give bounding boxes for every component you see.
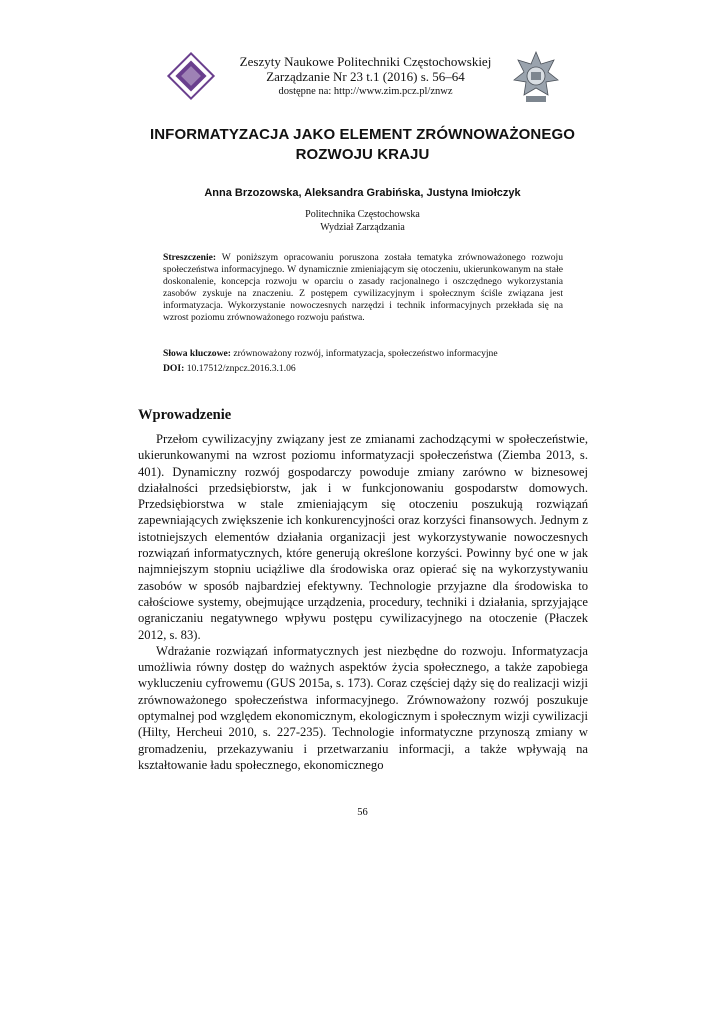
university-seal-icon — [165, 50, 217, 102]
paragraph: Wdrażanie rozwiązań informatycznych jest niezbędne do rozwoju. Informatyzacja umożliwia równy dostęp do ważnych aspektów życia społecznego, a także zapobiega wykluczeniu cyfrowemu (GUS 2015a, s. 173). Coraz częściej dąży się do realizacji wizji zrównoważonego społeczeństwa informacyjnego. Zrównoważony rozwój poszukuje optymalnej pod względem ekonomicznym, ekologicznym i społecznym wizji cywilizacji (Hilty, Hercheui 2010, s. 227-235). Technologie informatyczne przynoszą zmiany w gromadzeniu, przekazywaniu i przetwarzaniu informacji, a także wpływają na kształtowanie ładu społecznego, ekonomicznego — [138, 643, 588, 772]
affiliation-faculty: Wydział Zarządzania — [320, 222, 405, 233]
journal-header — [165, 50, 560, 108]
keywords-label: Słowa kluczowe: — [163, 348, 231, 359]
paragraph: Przełom cywilizacyjny związany jest ze zmianami zachodzącymi w społeczeństwie, ukierunkowanymi na wzrost poziomu informatyzacji społeczeństwa (Ziemba 2013, s. 401). Dynamiczny rozwój gospodarczy powoduje zmiany zarówno w biznesowej działalności przedsiębiorstw, jak i w funkcjonowaniu gospodarstw domowych. Przedsiębiorstwa w stale zmieniającym się otoczeniu poszukują rozwiązań zapewniających zwiększenie ich konkurencyjności oraz korzyści finansowych. Jednym z istotniejszych elementów działania organizacji jest wykorzystywanie nowoczesnych rozwiązań informatycznych, które generują określone korzyści. Powinny być one w jak najmniejszym stopniu uciążliwe dla środowiska oraz opierać się na wykorzystywaniu zasobów w sposób najbardziej efektywny. Technologie przyjazne dla środowiska to całościowe systemy, obejmujące urządzenia, procedury, techniki i działania, sprzyjające ograniczaniu negatywnego wpływu postępu cywilizacyjnego na otoczenie (Płaczek 2012, s. 83). — [138, 432, 588, 642]
journal-issue: Zarządzanie Nr 23 t.1 (2016) s. 56–64 — [266, 69, 465, 84]
abstract-label: Streszczenie: — [163, 252, 217, 263]
doi — [163, 363, 563, 375]
abstract-text: W poniższym opracowaniu poruszona została tematyka zrównoważonego rozwoju społeczeństwa informacyjnego. W dynamicznie zmieniającym się otoczeniu, ukierunkowanym na stałe doskonalenie, koncepcja rozwoju w oparciu o zasady racjonalnego i oszczędnego wykorzystania zasobów zyskuje na znaczeniu. Z postępem cywilizacyjnym i społecznym ściśle związana jest informatyzacja. Wykorzystanie nowoczesnych narzędzi i technik informacyjnych przekłada się na wzrost poziomu zrównoważonego rozwoju państwa. — [163, 252, 563, 323]
affiliation — [120, 208, 605, 234]
keywords-text: zrównoważony rozwój, informatyzacja, społeczeństwo informacyjne — [230, 348, 498, 359]
journal-info — [223, 54, 508, 99]
authors: Anna Brzozowska, Aleksandra Grabińska, Justyna Imiołczyk — [204, 187, 521, 199]
page-number: 56 — [357, 807, 368, 818]
keywords — [163, 348, 563, 360]
journal-name: Zeszyty Naukowe Politechniki Częstochowskiej — [239, 54, 492, 69]
section-heading: Wprowadzenie — [138, 407, 232, 423]
abstract — [163, 252, 563, 323]
journal-availability: dostępne na: http://www.zim.pcz.pl/znwz — [278, 86, 453, 97]
faculty-emblem-icon — [512, 50, 560, 104]
doi-text: 10.17512/znpcz.2016.3.1.06 — [184, 363, 296, 374]
paper-title — [120, 125, 605, 165]
title-line-1: INFORMATYZACJA JAKO ELEMENT ZRÓWNOWAŻONEGO — [149, 126, 576, 143]
doi-label: DOI: — [163, 363, 185, 374]
section-body — [138, 431, 588, 773]
affiliation-university: Politechnika Częstochowska — [305, 209, 420, 220]
title-line-2: ROZWOJU KRAJU — [295, 146, 430, 163]
